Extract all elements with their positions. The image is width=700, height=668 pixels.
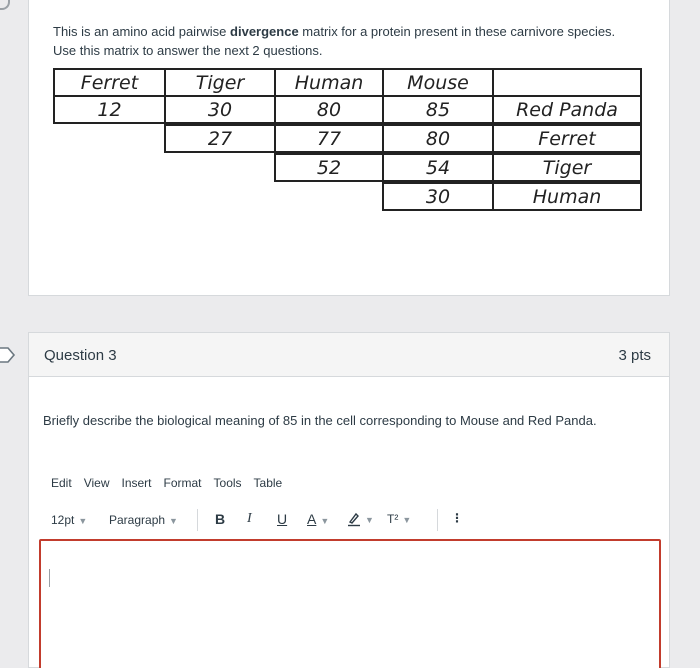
matrix-row-label: Ferret [492, 124, 642, 153]
chevron-down-icon: ▼ [320, 516, 330, 526]
matrix-row-label: Tiger [492, 153, 642, 182]
matrix-row-label: Human [492, 182, 642, 211]
text-color-button[interactable] [307, 511, 329, 527]
underline-button[interactable]: U [277, 511, 288, 527]
text-color-icon: A [307, 511, 317, 527]
chevron-down-icon: ▼ [78, 516, 88, 526]
menu-view[interactable]: View [83, 476, 110, 490]
highlighter-icon [347, 511, 361, 527]
text-caret [49, 569, 50, 587]
question-header [29, 333, 669, 377]
menu-format[interactable]: Format [163, 476, 202, 490]
menu-insert[interactable]: Insert [121, 476, 152, 490]
left-gutter [0, 0, 14, 668]
question-card [28, 332, 670, 668]
matrix-cell: 27 [164, 124, 276, 153]
matrix-header-cell: Human [274, 68, 384, 97]
intro-text-part: matrix for a protein present in these carnivore species. [298, 24, 616, 39]
intro-text [53, 22, 653, 60]
block-format-value: Paragraph [109, 513, 166, 527]
matrix-cell: 30 [164, 95, 276, 124]
intro-bold-word: divergence [230, 24, 299, 39]
menu-edit[interactable]: Edit [51, 476, 72, 490]
toolbar-divider [197, 509, 198, 531]
menu-tools[interactable]: Tools [213, 476, 242, 490]
question-context-card [28, 0, 670, 296]
answer-editor[interactable] [39, 539, 661, 668]
toolbar-divider [437, 509, 438, 531]
superscript-button[interactable] [387, 512, 411, 526]
matrix-cell: 77 [274, 124, 384, 153]
more-options-icon[interactable]: ⋮ [451, 511, 463, 525]
matrix-header-cell [492, 68, 642, 97]
intro-text-part: This is an amino acid pairwise [53, 24, 231, 39]
menu-table[interactable]: Table [253, 476, 283, 490]
intro-second-line: Use this matrix to answer the next 2 questions. [53, 43, 323, 58]
chevron-down-icon: ▼ [365, 515, 374, 525]
matrix-cell: 54 [382, 153, 494, 182]
superscript-icon: T² [387, 512, 399, 526]
matrix-header-cell: Mouse [382, 68, 494, 97]
matrix-cell: 12 [53, 95, 166, 124]
matrix-cell: 30 [382, 182, 494, 211]
matrix-cell: 52 [274, 153, 384, 182]
question-points: 3 pts [618, 347, 651, 364]
editor-menubar [51, 476, 294, 490]
corner-mark [0, 0, 10, 10]
chevron-down-icon: ▼ [169, 516, 178, 526]
question-text: Briefly describe the biological meaning of 85 in the cell corresponding to Mouse and Red Panda. [43, 413, 597, 428]
chevron-down-icon: ▼ [402, 515, 412, 525]
bookmark-icon[interactable] [0, 345, 16, 365]
matrix-header-cell: Ferret [53, 68, 166, 97]
editor-toolbar [51, 511, 531, 533]
font-size-select[interactable] [51, 513, 87, 527]
font-size-value: 12pt [51, 513, 75, 527]
block-format-select[interactable] [109, 513, 178, 527]
question-title: Question 3 [44, 347, 117, 364]
italic-button[interactable]: I [247, 511, 252, 526]
highlight-button[interactable] [347, 511, 374, 530]
matrix-cell: 80 [274, 95, 384, 124]
matrix-cell: 85 [382, 95, 494, 124]
matrix-header-cell: Tiger [164, 68, 276, 97]
matrix-row-label: Red Panda [492, 95, 642, 124]
matrix-cell: 80 [382, 124, 494, 153]
bold-button[interactable]: B [215, 511, 226, 527]
